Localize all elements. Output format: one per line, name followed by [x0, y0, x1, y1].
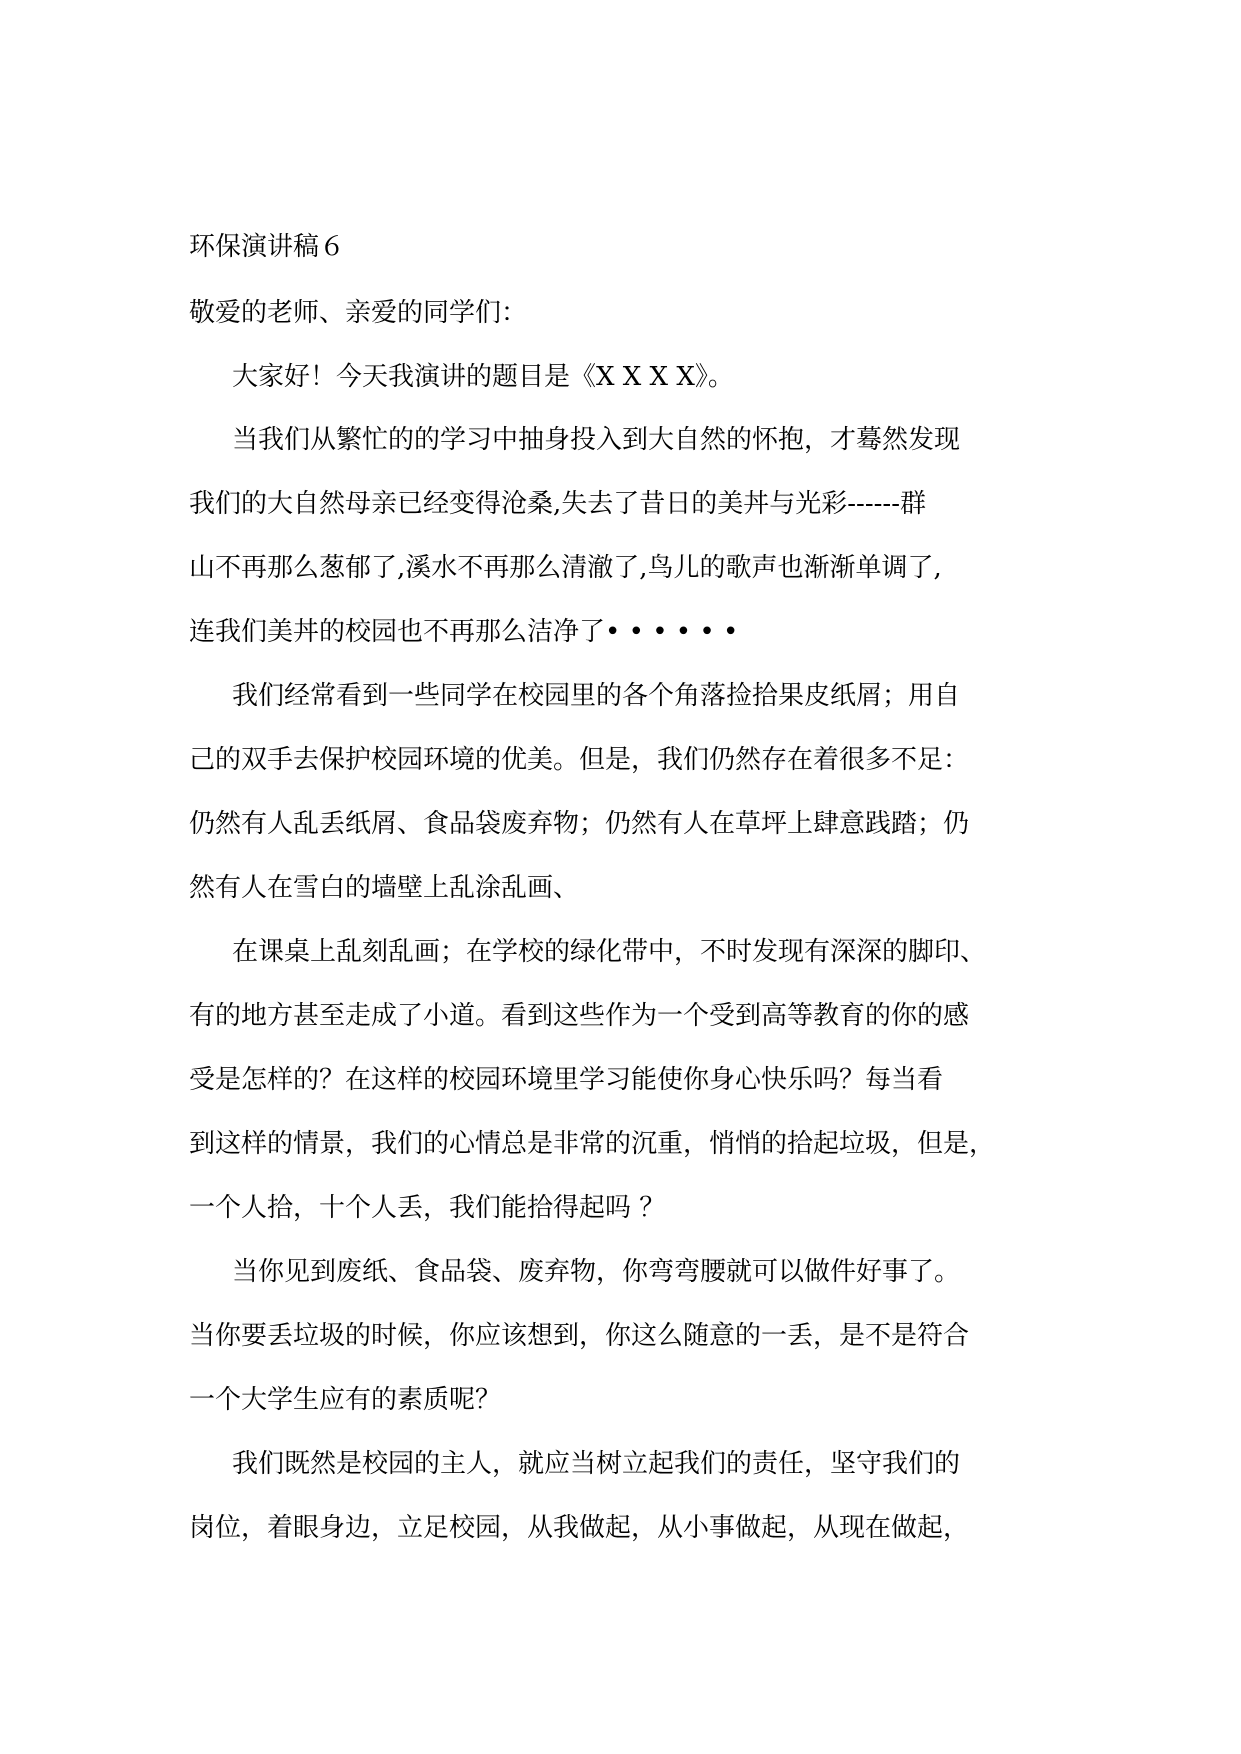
document-title: 环保演讲稿６ [189, 232, 346, 262]
text-line: 有的地方甚至走成了小道。看到这些作为一个受到高等教育的你的感 [189, 1001, 970, 1031]
text-line: 我们既然是校园的主人，就应当树立起我们的责任，坚守我们的 [232, 1449, 961, 1479]
text-line: 当我们从繁忙的的学习中抽身投入到大自然的怀抱，才蓦然发现 [232, 425, 961, 455]
text-line: 连我们美丼的校园也不再那么洁净了• • • • • • [189, 617, 739, 647]
salutation: 敬爱的老师、亲爱的同学们： [189, 298, 528, 328]
text-line: 我们经常看到一些同学在校园里的各个角落捡拾果皮纸屑；用自 [232, 681, 961, 711]
text-line: 己的双手去保护校园环境的优美。但是，我们仍然存在着很多不足： [189, 745, 970, 775]
text-line: 仍然有人乱丢纸屑、食品袋废弃物；仍然有人在草坪上肆意践踏；仍 [189, 809, 970, 839]
text-line: 一个人拾，十个人丢，我们能拾得起吗 ？ [189, 1193, 666, 1223]
text-line: 我们的大自然母亲已经变得沧桑,失去了昔日的美丼与光彩------群 [189, 489, 926, 519]
text-line: 岗位，着眼身边，立足校园，从我做起，从小事做起，从现在做起， [189, 1513, 970, 1543]
text-line: 到这样的情景，我们的心情总是非常的沉重，悄悄的拾起垃圾，但是， [189, 1129, 996, 1159]
text-line: 受是怎样的？在这样的校园环境里学习能使你身心快乐吗？每当看 [189, 1065, 944, 1095]
text-line: 当你要丢垃圾的时候，你应该想到，你这么随意的一丢，是不是符合 [189, 1321, 970, 1351]
text-line: 然有人在雪白的墙壁上乱涂乱画、 [189, 873, 580, 903]
text-line: 一个大学生应有的素质呢？ [189, 1385, 502, 1415]
text-line: 山不再那么葱郁了,溪水不再那么清澈了,鸟儿的歌声也渐渐单调了, [189, 553, 942, 583]
text-line: 在课桌上乱刻乱画；在学校的绿化带中，不时发现有深深的脚印、 [232, 937, 987, 967]
text-line: 当你见到废纸、食品袋、废弃物，你弯弯腰就可以做件好事了。 [232, 1257, 961, 1287]
text-line: 大家好！今天我演讲的题目是《X X X X》。 [232, 362, 734, 392]
